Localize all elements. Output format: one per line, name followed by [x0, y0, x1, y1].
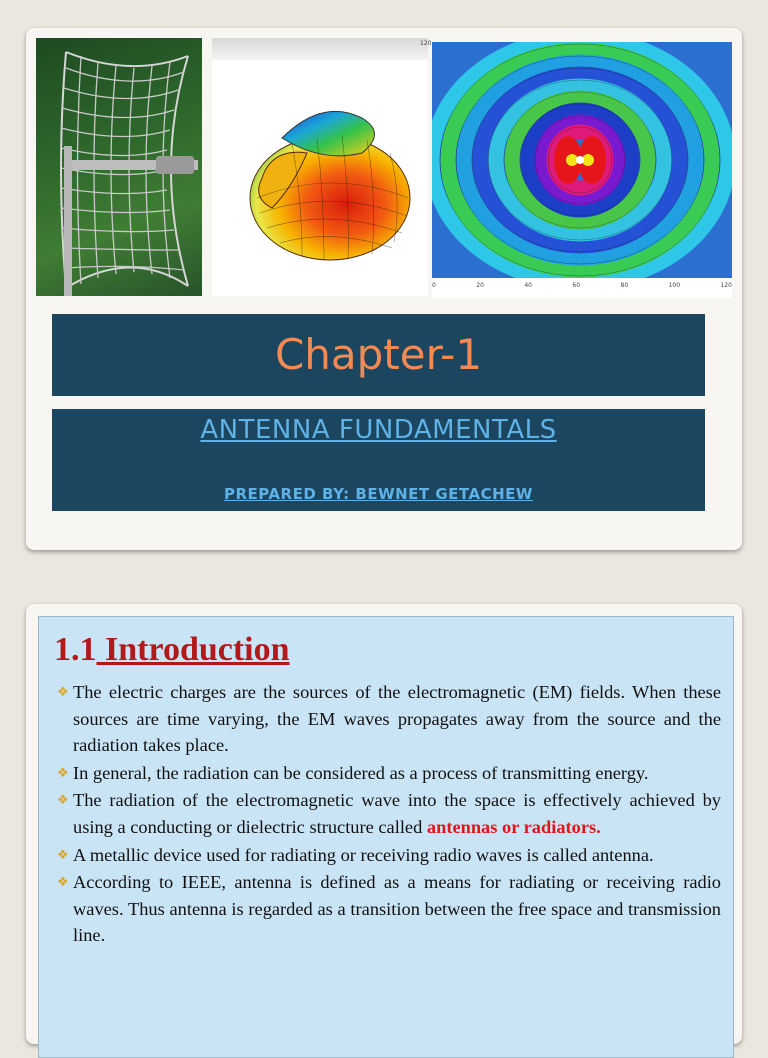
diamond-bullet-icon: ❖	[57, 846, 69, 862]
x-tick: 20	[476, 282, 484, 289]
list-item	[57, 760, 721, 787]
plot-y-top-tick: 120	[420, 40, 432, 47]
header-image-strip	[36, 38, 732, 298]
bullet-list	[57, 679, 721, 950]
list-item	[57, 869, 721, 949]
highlighted-term: antennas or radiators.	[426, 816, 601, 837]
list-item	[57, 842, 721, 869]
list-item	[57, 679, 721, 759]
contour-map-drawing	[432, 42, 732, 278]
bullet-text: In general, the radiation can be considered as a process of transmitting energy.	[73, 762, 649, 783]
plot-x-axis-ticks	[432, 282, 732, 289]
section-title: Introduction	[96, 631, 290, 668]
radiation-pattern-3d-image	[212, 38, 428, 296]
bullet-text: The electric charges are the sources of the electromagnetic (EM) fields. When these sources are time varying, the EM waves propagates away from the source and the radiation takes place.	[73, 682, 721, 756]
x-tick: 120	[720, 282, 732, 289]
chapter-title: Chapter-1	[274, 330, 483, 379]
bullet-text: According to IEEE, antenna is defined as a means for radiating or receiving radio waves. Thus antenna is regarded as a transition between the free space and transmission line.	[73, 872, 721, 946]
x-tick: 60	[572, 282, 581, 289]
content-panel	[38, 616, 734, 1058]
radiation-lobe-drawing	[212, 38, 428, 296]
x-tick: 80	[620, 282, 629, 289]
list-item	[57, 787, 721, 840]
image-top-shading	[212, 38, 428, 60]
grid-antenna-drawing	[36, 38, 202, 296]
grid-antenna-photo	[36, 38, 202, 296]
em-field-contour-plot	[420, 40, 732, 298]
section-heading	[54, 631, 290, 669]
diamond-bullet-icon: ❖	[57, 684, 69, 699]
title-slide	[26, 28, 742, 550]
subtitle-bar	[52, 409, 705, 511]
author-credit: PREPARED BY: BEWNET GETACHEW	[224, 485, 533, 503]
bullet-text: The radiation of the electromagnetic wave into the space is effectively achieved by using a conducting or dielectric structure called	[73, 790, 721, 837]
section-number: 1.1	[54, 631, 97, 668]
diamond-bullet-icon: ❖	[57, 764, 69, 780]
x-tick: 100	[668, 282, 681, 289]
x-tick: 0	[432, 282, 436, 289]
diamond-bullet-icon: ❖	[57, 792, 69, 808]
diamond-bullet-icon: ❖	[57, 874, 69, 890]
x-tick: 40	[524, 282, 532, 289]
introduction-slide	[26, 604, 742, 1044]
bullet-text: A metallic device used for radiating or receiving radio waves is called antenna.	[73, 844, 654, 865]
slide-subtitle: ANTENNA FUNDAMENTALS	[200, 415, 557, 445]
chapter-title-bar	[52, 314, 705, 396]
